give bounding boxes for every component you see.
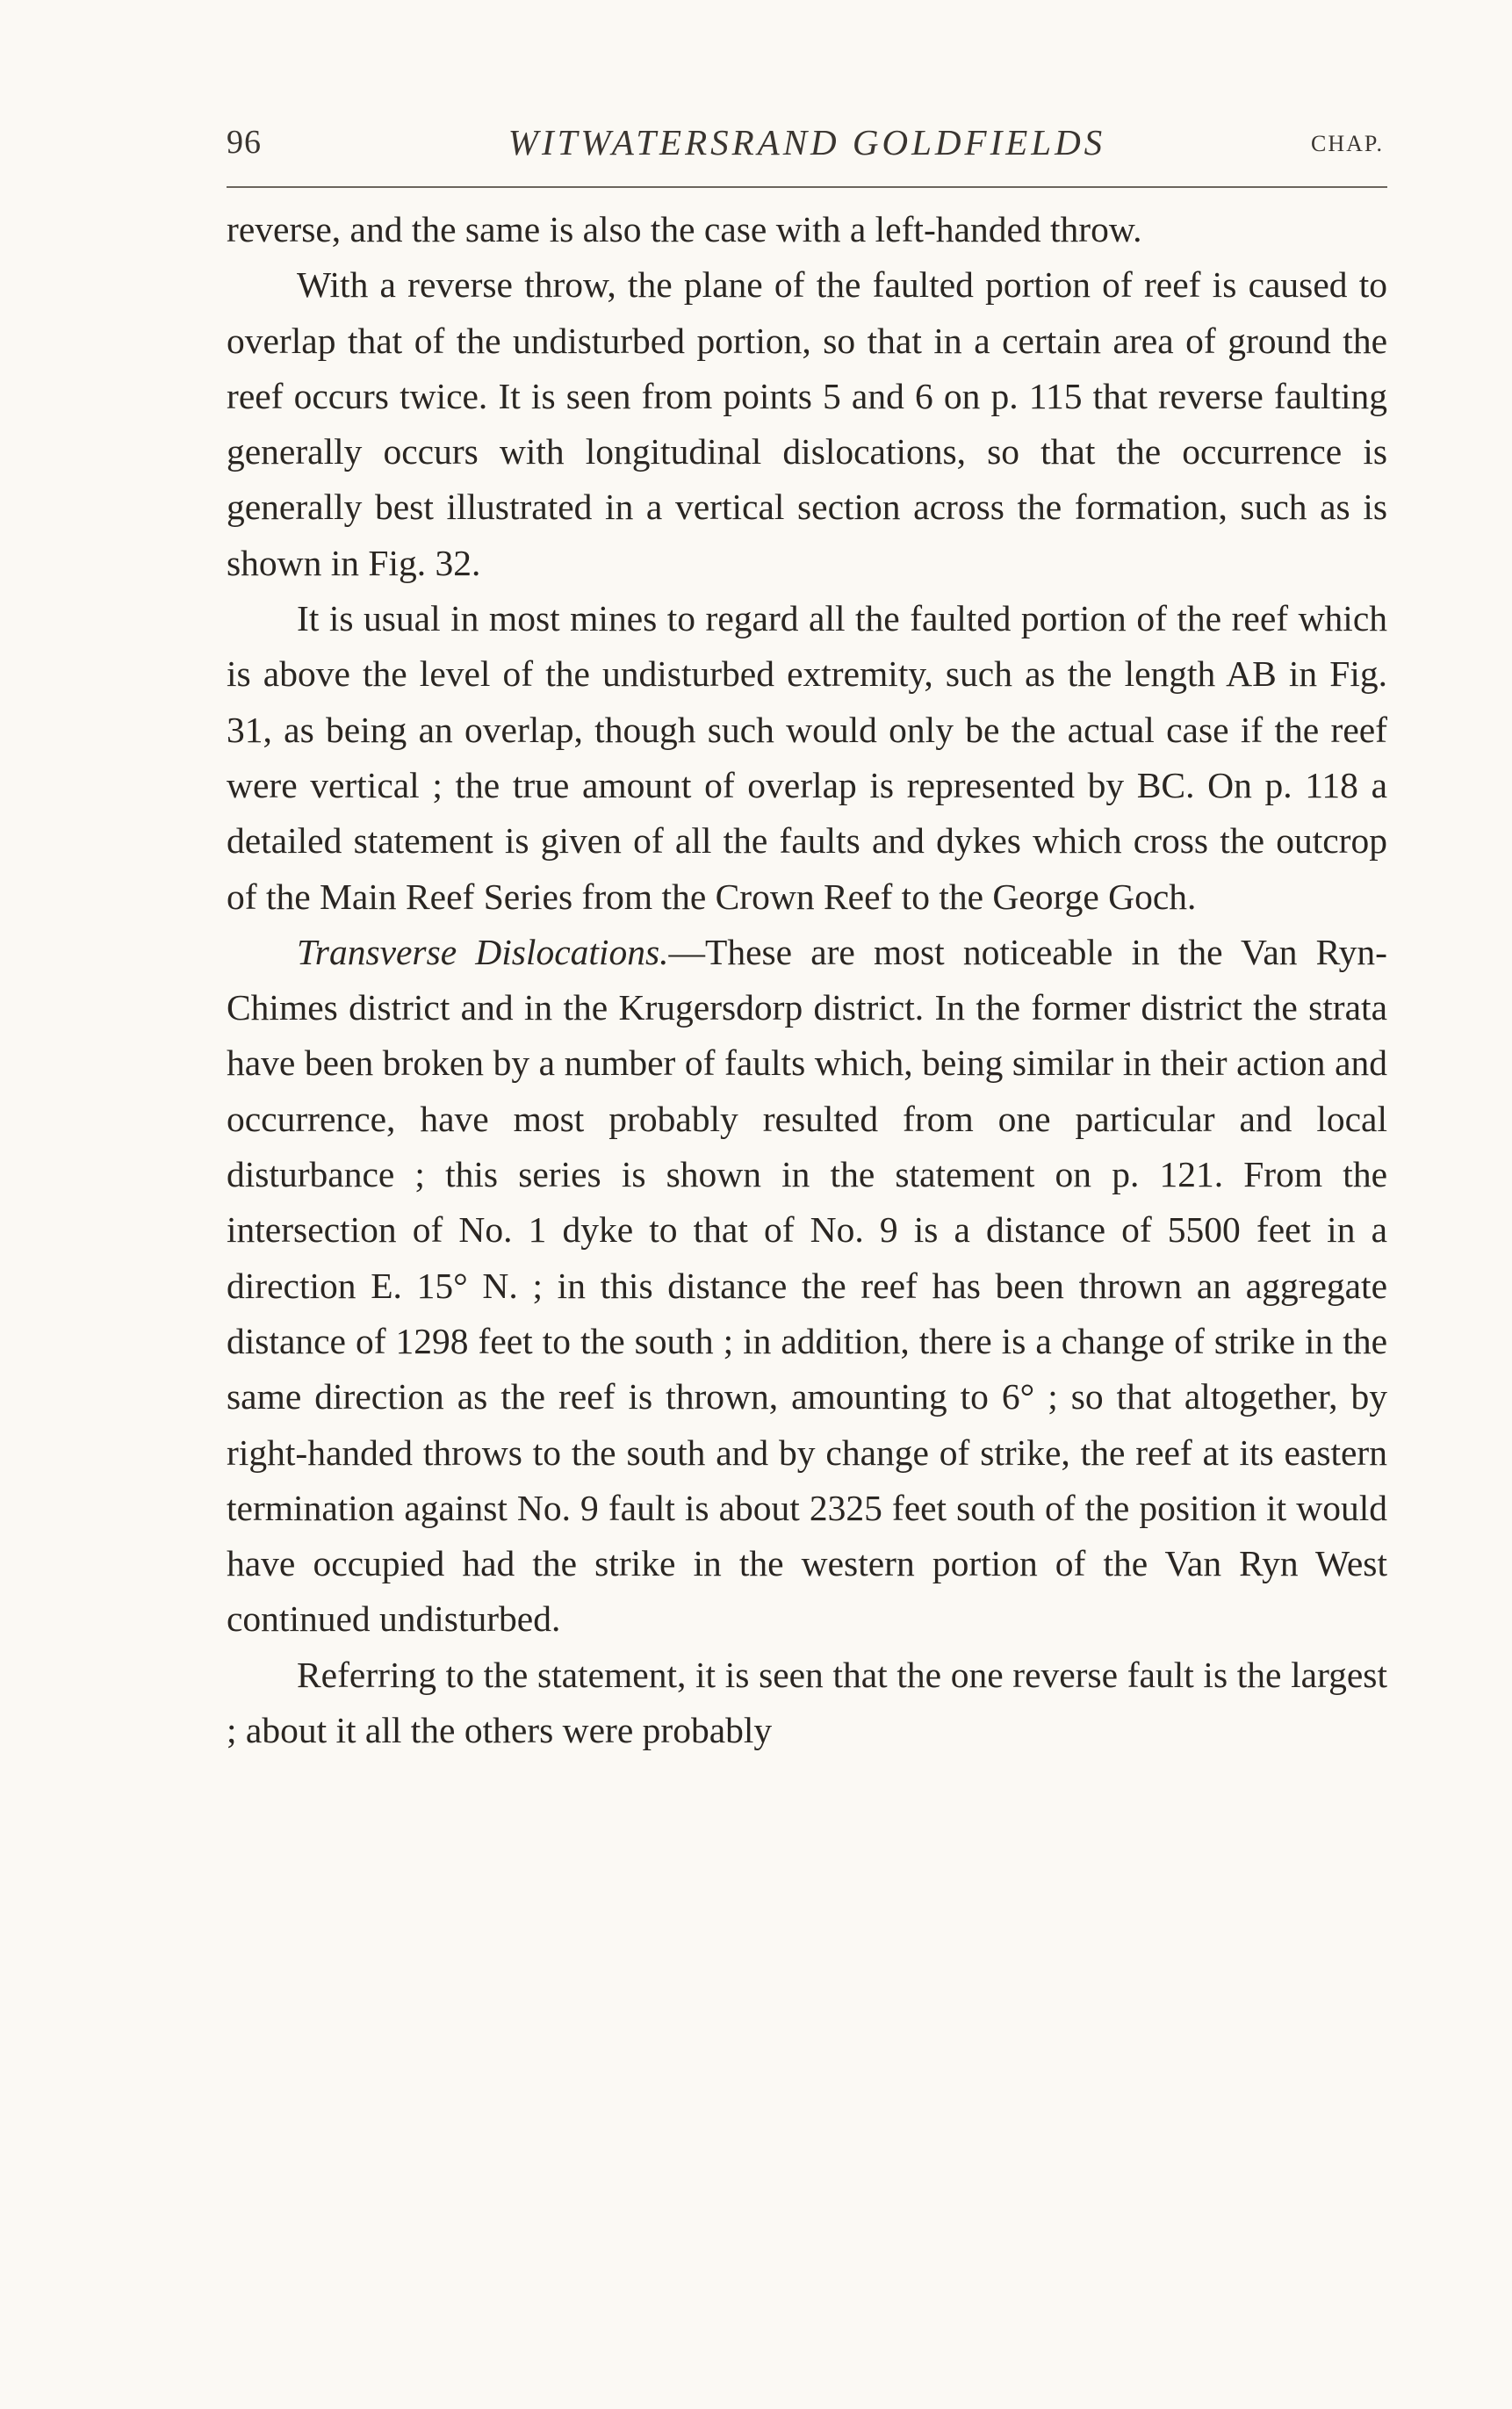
paragraph-transverse-dislocations [227,925,1387,1648]
paragraph-text: —These are most noticeable in the Van Ryn-Chimes district and in the Krugersdorp district. In the former district the strata have been broken by a number of faults which, being similar in their action and occurrence, have most probably resulted from one particular and local disturbance ; this series is shown in the statement on p. 121. From the intersection of No. 1 dyke to that of No. 9 is a distance of 5500 feet in a direction E. 15° N. ; in this distance the reef has been thrown an aggregate distance of 1298 feet to the south ; in addition, there is a change of strike in the same direction as the reef is thrown, amounting to 6° ; so that altogether, by right-handed throws to the south and by change of strike, the reef at its eastern termination against No. 9 fault is about 2325 feet south of the position it would have occupied had the strike in the western portion of the Van Ryn West continued undisturbed. [227,931,1387,1640]
running-head [227,118,1387,167]
page-number: 96 [227,124,262,161]
paragraph-statement: Referring to the statement, it is seen that the one reverse fault is the largest ; about it all the others were probably [227,1654,1387,1751]
chapter-marker: CHAP. [1311,131,1384,156]
paragraph-overlap: It is usual in most mines to regard all the faulted portion of the reef which is above the level of the undisturbed extremity, such as the length AB in Fig. 31, as being an overlap, though such would only be the actual case if the reef were vertical ; the true amount of overlap is represented by BC. On p. 118 a detailed statement is given of all the faults and dykes which cross the outcrop of the Main Reef Series from the Crown Reef to the George Goch. [227,598,1387,917]
body-text [227,202,1387,1758]
book-title: WITWATERSRAND GOLDFIELDS [508,122,1106,162]
header-rule [227,186,1387,188]
paragraph-reverse-throw: With a reverse throw, the plane of the faulted portion of reef is caused to overlap that of the undisturbed portion, so that in a certain area of ground the reef occurs twice. It is seen from points 5 and 6 on p. 115 that reverse faulting generally occurs with longitudinal dislocations, so that the occurrence is generally best illustrated in a vertical section across the formation, such as is shown in Fig. 32. [227,264,1387,583]
paragraph-continuation: reverse, and the same is also the case with a left-handed throw. [227,209,1142,249]
section-heading: Transverse Dislocations. [297,931,669,972]
